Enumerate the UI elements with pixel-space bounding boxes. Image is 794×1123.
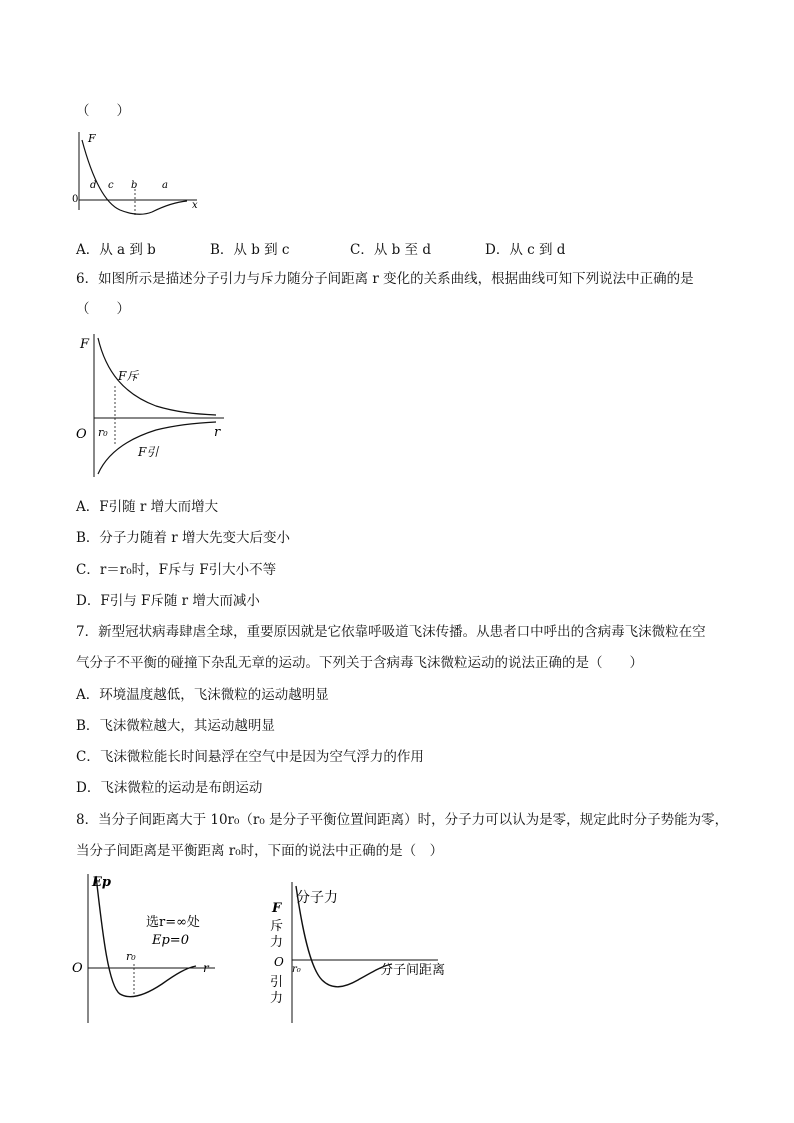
q5-x-label: x xyxy=(192,200,198,211)
q5-option-a: A．从 a 到 b xyxy=(76,242,156,258)
q7-option-a: A．环境温度越低，飞沫微粒的运动越明显 xyxy=(76,687,329,703)
q8-stem-line2: 当分子间距离是平衡距离 r₀时，下面的说法中正确的是（ ） xyxy=(76,843,444,859)
q6-option-a: A．F引随 r 增大而增大 xyxy=(76,499,219,515)
q5-point-d: d xyxy=(90,180,97,191)
q6-option-b: B．分子力随着 r 增大先变大后变小 xyxy=(76,530,290,546)
q5-option-b: B．从 b 到 c xyxy=(210,242,290,258)
q6-option-c: C．r＝r₀时，F斥与 F引大小不等 xyxy=(76,562,277,578)
q8-molecular-force-graph xyxy=(268,868,468,1028)
q5-point-c: c xyxy=(108,180,114,191)
q5-force-graph xyxy=(72,130,202,220)
q5-y-label: F xyxy=(88,132,96,145)
q5-point-a: a xyxy=(162,180,168,191)
q5-point-b: b xyxy=(131,180,138,191)
q6-attract-label: F引 xyxy=(138,445,159,459)
q8-left-note1: 选r=∞处 xyxy=(146,915,200,930)
q6-origin: O xyxy=(76,427,87,442)
q8-right-x-label: 分子间距离 xyxy=(380,963,446,978)
q5-bracket: （ ） xyxy=(76,103,130,119)
q7-option-b: B．飞沫微粒越大，其运动越明显 xyxy=(76,718,275,734)
q6-repel-label: F斥 xyxy=(118,369,139,383)
q5-option-c: C．从 b 至 d xyxy=(350,242,431,258)
q6-bracket: （ ） xyxy=(76,301,130,317)
q8-left-note2: Ep=0 xyxy=(152,933,189,948)
q7-stem-line2: 气分子不平衡的碰撞下杂乱无章的运动。下列关于含病毒飞沫微粒运动的说法正确的是（ ） xyxy=(76,655,643,671)
q8-potential-energy-graph xyxy=(70,868,230,1028)
q5-origin: 0 xyxy=(72,194,79,205)
q8-right-attract: 引 xyxy=(270,975,284,990)
q7-stem-line1: 7．新型冠状病毒肆虐全球，重要原因就是它依靠呼吸道飞沫传播。从患者口中呼出的含病毒飞沫微粒在空 xyxy=(76,624,706,640)
q7-option-d: D．飞沫微粒的运动是布朗运动 xyxy=(76,780,263,796)
q6-r0: r₀ xyxy=(98,426,108,439)
q8-right-origin: O xyxy=(274,955,284,969)
q8-right-repel: 斥 xyxy=(270,919,284,934)
q8-left-y-label: Ep xyxy=(92,875,111,890)
q8-right-repel2: 力 xyxy=(270,935,284,950)
q6-option-d: D．F引与 F斥随 r 增大而减小 xyxy=(76,593,260,609)
q8-right-r0: r₀ xyxy=(292,964,301,975)
q6-y-label: F xyxy=(80,337,90,352)
q8-left-x-label: r xyxy=(203,961,209,975)
q6-stem: 6．如图所示是描述分子引力与斥力随分子间距离 r 变化的关系曲线，根据曲线可知下列说法中正确的是 xyxy=(76,271,694,287)
q6-force-graph xyxy=(76,332,226,482)
q7-option-c: C．飞沫微粒能长时间悬浮在空气中是因为空气浮力的作用 xyxy=(76,749,424,765)
q5-option-d: D．从 c 到 d xyxy=(485,242,566,258)
q8-left-origin: O xyxy=(72,961,83,976)
q8-right-title: 分子力 xyxy=(296,890,338,906)
q8-right-attract2: 力 xyxy=(270,991,284,1006)
q6-x-label: r xyxy=(214,425,221,440)
q8-right-y-label: F xyxy=(272,901,282,916)
q8-stem-line1: 8．当分子间距离大于 10r₀（r₀ 是分子平衡位置间距离）时，分子力可以认为是零，规定此时分子势能为零， xyxy=(76,812,729,828)
q8-left-r0: r₀ xyxy=(126,950,136,963)
